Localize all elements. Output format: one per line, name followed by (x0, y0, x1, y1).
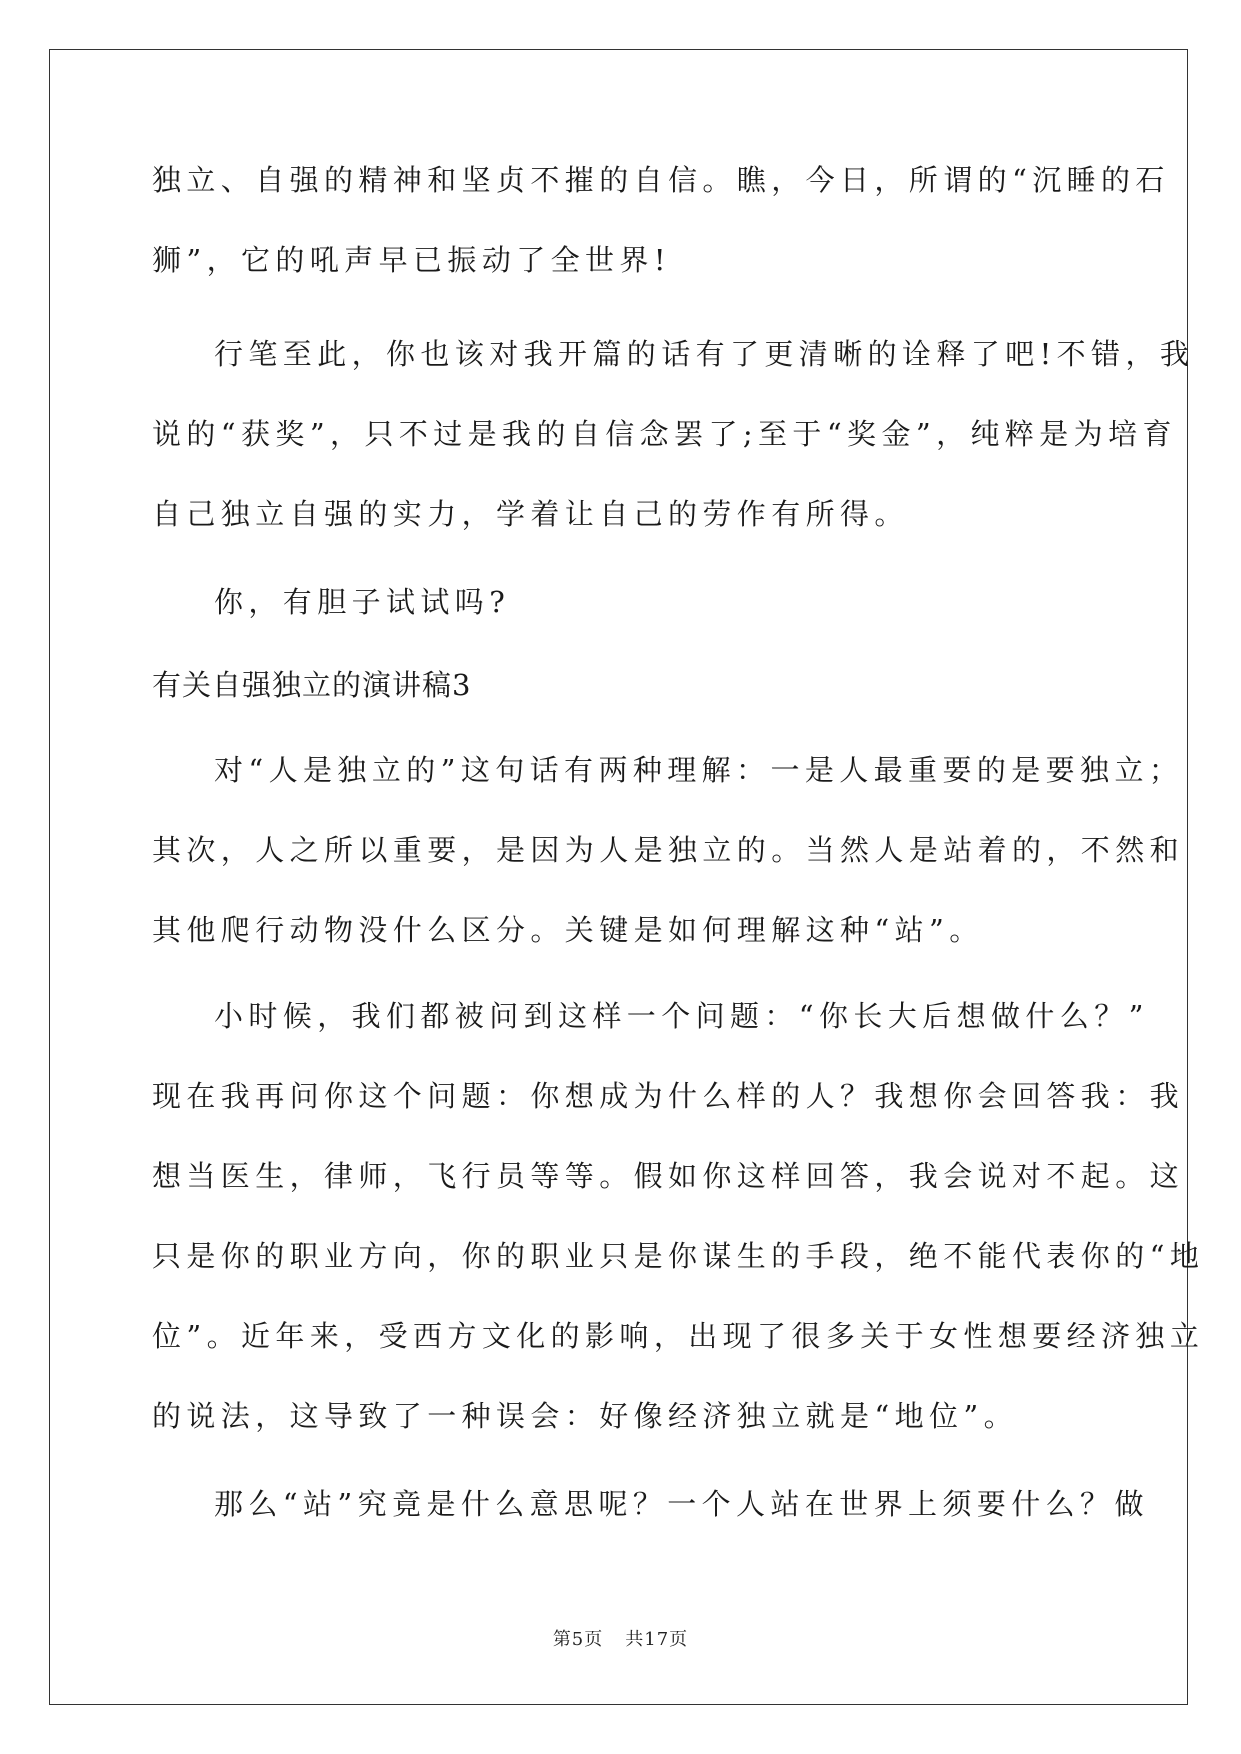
text-line: 那么“站”究竟是什么意思呢？一个人站在世界上须要什么？做 (214, 1487, 1149, 1521)
text-line: 其他爬行动物没什么区分。关键是如何理解这种“站”。 (152, 913, 984, 947)
page-footer (0, 1625, 1241, 1651)
section-heading: 有关自强独立的演讲稿3 (152, 668, 472, 702)
text-line: 独立、自强的精神和坚贞不摧的自信。瞧，今日，所谓的“沉睡的石 (152, 163, 1170, 197)
text-line: 行笔至此，你也该对我开篇的话有了更清晰的诠释了吧!不错，我 (214, 337, 1195, 371)
page-number: 第5页 (552, 1629, 604, 1650)
text-line: 位”。近年来，受西方文化的影响，出现了很多关于女性想要经济独立 (152, 1319, 1205, 1353)
text-line: 对“人是独立的”这句话有两种理解：一是人最重要的是要独立； (214, 753, 1184, 787)
text-line: 小时候，我们都被问到这样一个问题：“你长大后想做什么？” (214, 999, 1149, 1033)
text-line: 你，有胆子试试吗? (214, 585, 511, 619)
text-line: 只是你的职业方向，你的职业只是你谋生的手段，绝不能代表你的“地 (152, 1239, 1205, 1273)
text-line: 狮”，它的吼声早已振动了全世界! (152, 243, 671, 277)
page-total: 共17页 (625, 1629, 689, 1650)
text-line: 想当医生，律师，飞行员等等。假如你这样回答，我会说对不起。这 (152, 1159, 1185, 1193)
text-line: 其次，人之所以重要，是因为人是独立的。当然人是站着的，不然和 (152, 833, 1185, 867)
text-line: 现在我再问你这个问题：你想成为什么样的人？我想你会回答我：我 (152, 1079, 1185, 1113)
text-line: 说的“获奖”，只不过是我的自信念罢了;至于“奖金”，纯粹是为培育 (152, 417, 1177, 451)
text-line: 的说法，这导致了一种误会：好像经济独立就是“地位”。 (152, 1399, 1019, 1433)
text-line: 自己独立自强的实力，学着让自己的劳作有所得。 (152, 497, 909, 531)
page-border (49, 49, 1188, 1705)
